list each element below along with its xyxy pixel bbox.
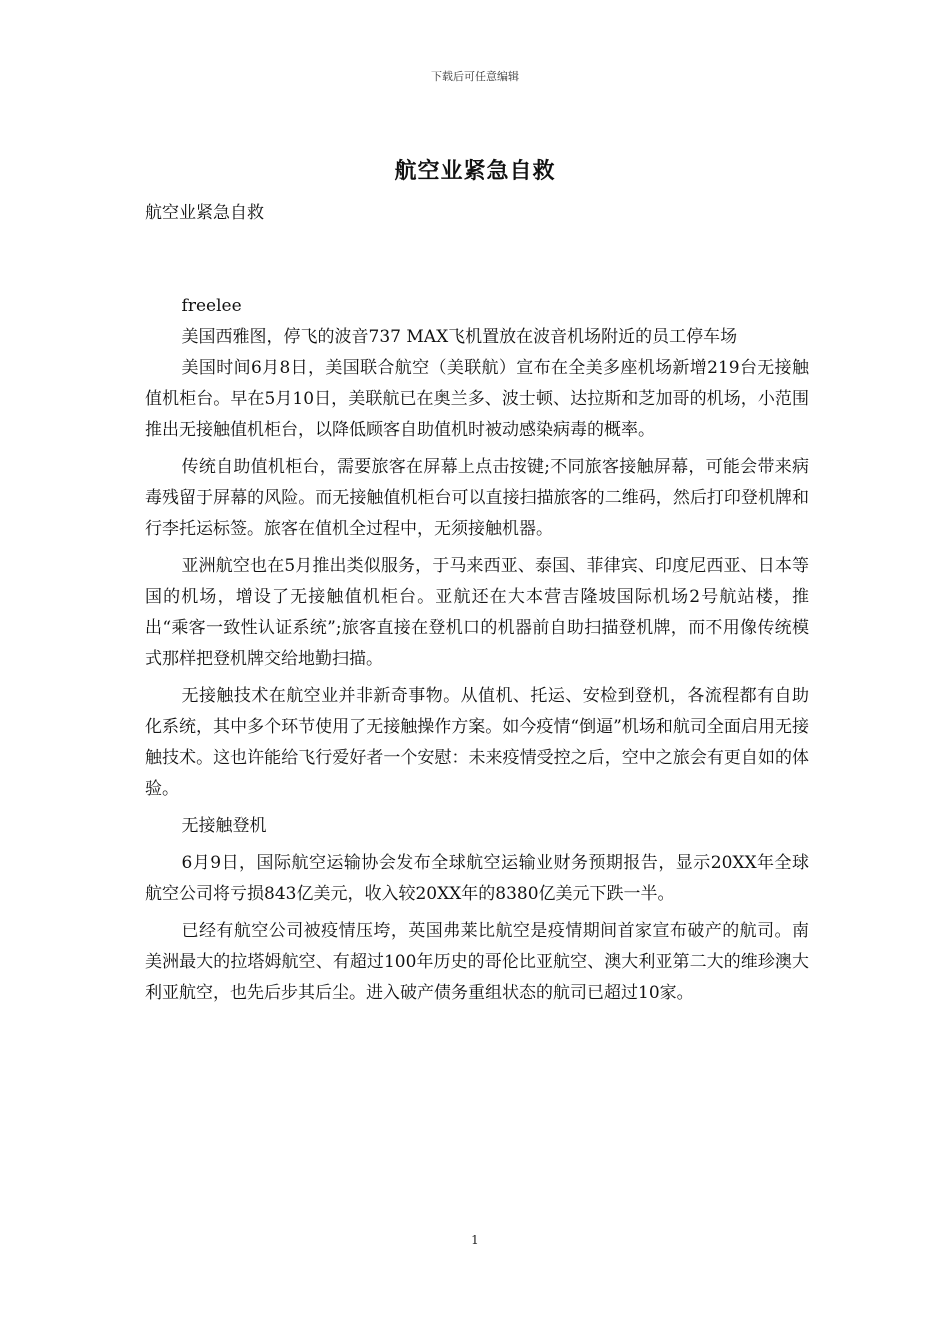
page-number: 1 [471,1233,479,1247]
document-body [145,198,809,1009]
paragraph-1: 美国西雅图，停飞的波音737 MAX飞机置放在波音机场附近的员工停车场 [181,327,738,347]
paragraph-2: 美国时间6月8日，美国联合航空（美联航）宣布在全美多座机场新增219台无接触值机柜台。早在5月10日，美联航已在奥兰多、波士顿、达拉斯和芝加哥的机场，小范围推出无接触值机柜台，以降低顾客自助值机时被动感染病毒的概率。 [145,358,809,440]
author-line: freelee [181,296,242,316]
section-heading: 无接触登机 [181,816,267,836]
paragraph-7: 已经有航空公司被疫情压垮，英国弗莱比航空是疫情期间首家宣布破产的航司。南美洲最大的拉塔姆航空、有超过100年历史的哥伦比亚航空、澳大利亚第二大的维珍澳大利亚航空，也先后步其后尘。进入破产债务重组状态的航司已超过10家。 [145,921,809,1003]
paragraph-5: 无接触技术在航空业并非新奇事物。从值机、托运、安检到登机，各流程都有自助化系统，其中多个环节使用了无接触操作方案。如今疫情“倒逼”机场和航司全面启用无接触技术。这也许能给飞行爱好者一个安慰：未来疫情受控之后，空中之旅会有更自如的体验。 [145,686,809,799]
paragraph-6: 6月9日，国际航空运输协会发布全球航空运输业财务预期报告，显示20XX年全球航空公司将亏损843亿美元，收入较20XX年的8380亿美元下跌一半。 [145,853,809,904]
spacing-gap [145,229,809,291]
paragraph-3: 传统自助值机柜台，需要旅客在屏幕上点击按键;不同旅客接触屏幕，可能会带来病毒残留于屏幕的风险。而无接触值机柜台可以直接扫描旅客的二维码，然后打印登机牌和行李托运标签。旅客在值机全过程中，无须接触机器。 [145,457,809,539]
document-title: 航空业紧急自救 [394,158,556,184]
paragraph-4: 亚洲航空也在5月推出类似服务，于马来西亚、泰国、菲律宾、印度尼西亚、日本等国的机场，增设了无接触值机柜台。亚航还在大本营吉隆坡国际机场2号航站楼，推出“乘客一致性认证系统”;旅客直接在登机口的机器前自助扫描登机牌，而不用像传统模式那样把登机牌交给地勤扫描。 [145,556,809,669]
header-note: 下载后可任意编辑 [431,70,519,83]
subtitle-line: 航空业紧急自救 [145,203,264,223]
